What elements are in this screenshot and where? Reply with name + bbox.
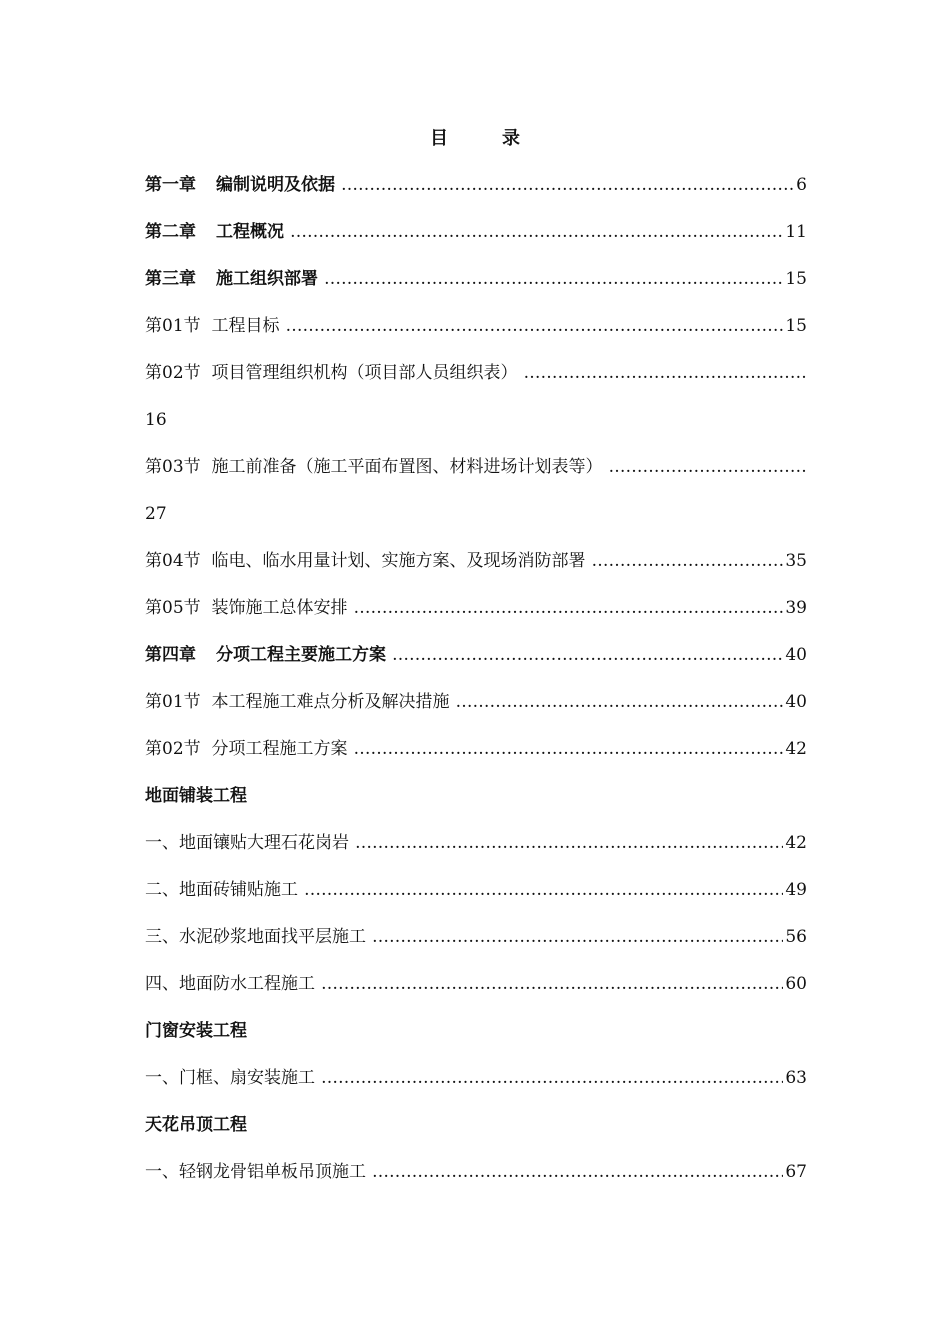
toc-entry[interactable]	[145, 547, 807, 594]
toc-entry-text: 一、地面镶贴大理石花岗岩	[145, 833, 349, 853]
toc-entry-page: 40	[785, 645, 807, 665]
toc-entry[interactable]	[145, 1064, 807, 1111]
toc-entry[interactable]	[145, 829, 807, 876]
toc-dot-leader	[290, 218, 783, 246]
toc-dot-leader	[353, 735, 783, 763]
toc-entry[interactable]	[145, 171, 807, 218]
toc-dot-leader	[392, 641, 783, 669]
toc-entry-text: 工程目标	[211, 316, 280, 336]
toc-section-heading[interactable]	[145, 1017, 807, 1064]
toc-entry-text: 地面铺装工程	[145, 786, 247, 806]
toc-entry[interactable]	[145, 218, 807, 265]
toc-entry-text: 三、水泥砂浆地面找平层施工	[145, 927, 366, 947]
toc-entry-page: 35	[785, 551, 807, 571]
toc-entry-text: 门窗安装工程	[145, 1021, 247, 1041]
toc-entry-text: 施工前准备（施工平面布置图、材料进场计划表等）	[211, 457, 603, 477]
toc-entry-page: 42	[785, 833, 807, 853]
toc-entry-text: 分项工程主要施工方案	[216, 645, 386, 665]
toc-entry-page: 40	[785, 692, 807, 712]
toc-entry-label: 第四章	[145, 645, 196, 665]
toc-entry-label: 第05节	[145, 598, 201, 618]
toc-entry-page: 39	[785, 598, 807, 618]
toc-entry-text: 一、轻钢龙骨铝单板吊顶施工	[145, 1162, 366, 1182]
toc-entry[interactable]	[145, 594, 807, 641]
toc-entry[interactable]	[145, 970, 807, 1017]
toc-entry-text: 一、门框、扇安装施工	[145, 1068, 315, 1088]
toc-entry-text: 施工组织部署	[216, 269, 318, 289]
toc-entry[interactable]	[145, 641, 807, 688]
toc-entry-label: 第02节	[145, 363, 201, 383]
toc-dot-leader	[321, 970, 783, 998]
toc-entry[interactable]	[145, 265, 807, 312]
toc-entry-label: 第03节	[145, 457, 201, 477]
toc-entry-page: 67	[785, 1162, 807, 1182]
toc-dot-leader	[591, 547, 783, 575]
toc-entry[interactable]	[145, 453, 807, 500]
toc-entry-text: 二、地面砖铺贴施工	[145, 880, 298, 900]
toc-section-heading[interactable]	[145, 782, 807, 829]
toc-entry-label: 第01节	[145, 692, 201, 712]
toc-entry-label: 第02节	[145, 739, 201, 759]
toc-entry[interactable]	[145, 735, 807, 782]
toc-entry-page: 49	[785, 880, 807, 900]
toc-entry-text: 分项工程施工方案	[211, 739, 348, 759]
toc-entry-text: 编制说明及依据	[216, 175, 335, 195]
toc-entry-label: 第01节	[145, 316, 201, 336]
toc-dot-leader	[341, 171, 794, 199]
toc-dot-leader	[372, 923, 783, 951]
toc-entry-label: 第04节	[145, 551, 201, 571]
toc-dot-leader	[523, 359, 807, 387]
toc-entry[interactable]	[145, 688, 807, 735]
toc-entry-label: 第三章	[145, 269, 196, 289]
toc-entry[interactable]	[145, 876, 807, 923]
toc-entry-text: 四、地面防水工程施工	[145, 974, 315, 994]
toc-entry-text: 工程概况	[216, 222, 284, 242]
toc-entry-text: 天花吊顶工程	[145, 1115, 247, 1135]
toc-entry-page: 56	[785, 927, 807, 947]
toc-dot-leader	[355, 829, 783, 857]
toc-entry[interactable]	[145, 1158, 807, 1205]
toc-dot-leader	[285, 312, 783, 340]
toc-dot-leader	[455, 688, 783, 716]
toc-entry-page: 60	[785, 974, 807, 994]
toc-entry-label: 第二章	[145, 222, 196, 242]
toc-entry[interactable]	[145, 923, 807, 970]
toc-entry-page: 42	[785, 739, 807, 759]
toc-entry-page: 6	[796, 175, 807, 195]
toc-entry-page-wrapped: 16	[145, 410, 167, 430]
toc-dot-leader	[372, 1158, 783, 1186]
toc-entry-label: 第一章	[145, 175, 196, 195]
toc-entry-page-wrapped: 27	[145, 504, 167, 524]
toc-list	[145, 171, 807, 1205]
toc-entry-page: 11	[785, 222, 807, 242]
toc-dot-leader	[608, 453, 807, 481]
toc-entry[interactable]	[145, 312, 807, 359]
toc-entry-page: 15	[785, 316, 807, 336]
toc-entry-text: 本工程施工难点分析及解决措施	[211, 692, 450, 712]
toc-entry-text: 项目管理组织机构（项目部人员组织表）	[211, 363, 518, 383]
toc-title: 目 录	[430, 128, 538, 149]
toc-dot-leader	[321, 1064, 783, 1092]
toc-dot-leader	[304, 876, 783, 904]
toc-dot-leader	[324, 265, 783, 293]
toc-entry-text: 装饰施工总体安排	[211, 598, 348, 618]
toc-section-heading[interactable]	[145, 1111, 807, 1158]
toc-entry-text: 临电、临水用量计划、实施方案、及现场消防部署	[211, 551, 586, 571]
toc-entry-page: 63	[785, 1068, 807, 1088]
toc-entry[interactable]	[145, 359, 807, 406]
toc-dot-leader	[353, 594, 783, 622]
toc-entry-page: 15	[785, 269, 807, 289]
